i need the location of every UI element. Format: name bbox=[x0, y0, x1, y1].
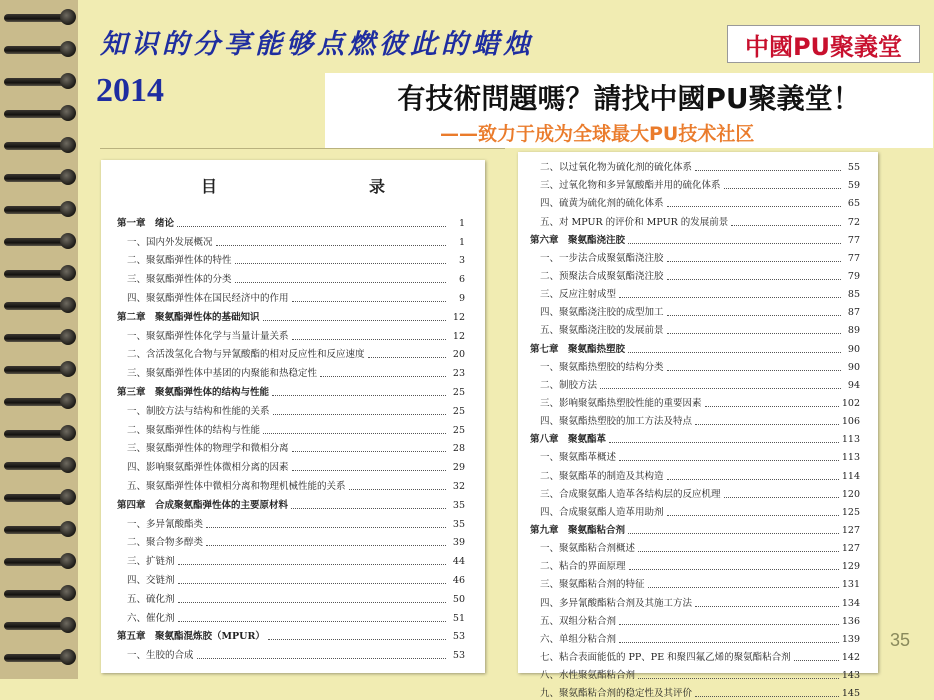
toc-page-number: 142 bbox=[841, 651, 860, 663]
toc-entry-label: 二、聚氨酯弹性体的结构与性能 bbox=[127, 424, 261, 436]
dot-leader bbox=[667, 332, 841, 334]
dot-leader bbox=[263, 319, 446, 321]
divider bbox=[100, 148, 505, 149]
toc-page-number: 127 bbox=[841, 524, 860, 536]
dot-leader bbox=[667, 260, 841, 262]
toc-section-entry bbox=[518, 464, 878, 482]
binding-ring-icon bbox=[4, 104, 82, 122]
dot-leader bbox=[628, 351, 841, 353]
dot-leader bbox=[235, 262, 446, 264]
toc-section-entry bbox=[101, 643, 485, 662]
dot-leader bbox=[648, 586, 839, 588]
banner-tagline: ——致力于成为全球最大PU技术社区 bbox=[440, 123, 755, 145]
toc-page-number: 120 bbox=[841, 488, 860, 500]
toc-page-number: 129 bbox=[841, 561, 860, 573]
toc-page-number: 72 bbox=[847, 216, 860, 228]
toc-section-entry bbox=[518, 210, 878, 228]
toc-page-number: 29 bbox=[452, 462, 465, 474]
binding-ring-icon bbox=[4, 296, 82, 314]
toc-entry-label: 第四章 合成聚氨酯弹性体的主要原材料 bbox=[117, 499, 289, 511]
binding-ring-icon bbox=[4, 328, 82, 346]
toc-section-entry bbox=[101, 549, 485, 568]
toc-section-entry bbox=[518, 682, 878, 700]
toc-page-number: 134 bbox=[841, 597, 860, 609]
toc-page-number: 35 bbox=[452, 518, 465, 530]
toc-chapter-entry bbox=[518, 229, 878, 247]
dot-leader bbox=[268, 638, 446, 640]
toc-entry-label: 三、聚氨酯弹性体中基团的内聚能和热稳定性 bbox=[127, 368, 318, 380]
dot-leader bbox=[619, 296, 841, 298]
toc-entry-label: 五、聚氨酯浇注胶的发展前景 bbox=[540, 325, 664, 337]
dot-leader bbox=[705, 405, 839, 407]
notebook-binding bbox=[0, 0, 78, 679]
toc-section-entry bbox=[101, 455, 485, 474]
toc-page-number: 90 bbox=[847, 343, 860, 355]
dot-leader bbox=[273, 413, 446, 415]
slogan-title: 知识的分享能够点燃彼此的蜡烛 bbox=[100, 29, 534, 60]
binding-ring-icon bbox=[4, 424, 82, 442]
toc-section-entry bbox=[518, 156, 878, 174]
toc-entry-label: 四、交链剂 bbox=[127, 574, 175, 586]
dot-leader bbox=[206, 544, 446, 546]
banner bbox=[325, 73, 933, 148]
toc-section-entry bbox=[101, 418, 485, 437]
toc-section-entry bbox=[101, 267, 485, 286]
toc-entry-label: 二、聚氨酯革的制造及其构造 bbox=[540, 470, 664, 482]
dot-leader bbox=[292, 469, 446, 471]
toc-chapter-entry bbox=[101, 211, 485, 230]
toc-entry-label: 一、国内外发展概况 bbox=[127, 236, 213, 248]
toc-entry-label: 四、聚氨酯热塑胶的加工方法及特点 bbox=[540, 416, 693, 428]
toc-section-entry bbox=[518, 537, 878, 555]
toc-section-entry bbox=[518, 646, 878, 664]
binding-ring-icon bbox=[4, 648, 82, 666]
toc-page-number: 12 bbox=[452, 311, 465, 323]
dot-leader bbox=[600, 387, 841, 389]
toc-entry-label: 第五章 聚氨酯混炼胶（MPUR） bbox=[117, 631, 265, 643]
toc-page-number: 59 bbox=[847, 180, 860, 192]
toc-section-entry bbox=[518, 410, 878, 428]
toc-page-number: 87 bbox=[847, 307, 860, 319]
dot-leader bbox=[206, 526, 446, 528]
binding-ring-icon bbox=[4, 552, 82, 570]
dot-leader bbox=[695, 423, 839, 425]
toc-page-number: 114 bbox=[841, 470, 860, 482]
toc-page-number: 25 bbox=[452, 386, 465, 398]
binding-ring-icon bbox=[4, 168, 82, 186]
toc-entry-label: 六、催化剂 bbox=[127, 612, 175, 624]
toc-section-entry bbox=[101, 399, 485, 418]
binding-ring-icon bbox=[4, 488, 82, 506]
toc-page-number: 85 bbox=[847, 289, 860, 301]
toc-section-entry bbox=[518, 628, 878, 646]
toc-page-number: 136 bbox=[841, 615, 860, 627]
toc-page-number: 51 bbox=[452, 612, 465, 624]
dot-leader bbox=[628, 532, 839, 534]
toc-entry-label: 一、聚氨酯弹性体化学与当量计量关系 bbox=[127, 330, 289, 342]
toc-section-entry bbox=[518, 283, 878, 301]
dot-leader bbox=[178, 620, 446, 622]
toc-page-number: 125 bbox=[841, 506, 860, 518]
dot-leader bbox=[177, 225, 446, 227]
toc-page-number: 65 bbox=[847, 198, 860, 210]
binding-ring-icon bbox=[4, 360, 82, 378]
toc-entry-label: 五、聚氨酯弹性体中微相分离和物理机械性能的关系 bbox=[127, 480, 346, 492]
toc-page-number: 106 bbox=[841, 416, 860, 428]
dot-leader bbox=[178, 582, 446, 584]
dot-leader bbox=[609, 441, 839, 443]
binding-ring-icon bbox=[4, 616, 82, 634]
toc-page-number: 143 bbox=[841, 670, 860, 682]
toc-entry-label: 一、多异氰酸酯类 bbox=[127, 518, 204, 530]
toc-entry-label: 二、聚合物多醇类 bbox=[127, 537, 204, 549]
toc-page-number: 1 bbox=[458, 236, 465, 248]
toc-section-entry bbox=[518, 555, 878, 573]
toc-entry-label: 四、多异氰酸酯粘合剂及其施工方法 bbox=[540, 597, 693, 609]
dot-leader bbox=[263, 432, 446, 434]
toc-page-right bbox=[518, 152, 878, 700]
toc-entry-label: 第三章 聚氨酯弹性体的结构与性能 bbox=[117, 386, 270, 398]
binding-ring-icon bbox=[4, 264, 82, 282]
binding-ring-icon bbox=[4, 232, 82, 250]
toc-entry-label: 二、含活泼氢化合物与异氰酸酯的相对反应性和反应速度 bbox=[127, 349, 365, 361]
toc-page-left bbox=[101, 160, 485, 673]
toc-entry-label: 四、影响聚氨酯弹性体微相分离的因素 bbox=[127, 462, 289, 474]
binding-ring-icon bbox=[4, 72, 82, 90]
toc-entry-label: 二、制胶方法 bbox=[540, 379, 598, 391]
dot-leader bbox=[667, 278, 841, 280]
dot-leader bbox=[724, 187, 841, 189]
toc-section-entry bbox=[518, 374, 878, 392]
toc-section-entry bbox=[518, 392, 878, 410]
dot-leader bbox=[291, 507, 446, 509]
slide-number: 35 bbox=[890, 630, 911, 650]
toc-entry-label: 三、聚氨酯弹性体的物理学和微相分离 bbox=[127, 443, 289, 455]
binding-ring-icon bbox=[4, 392, 82, 410]
toc-page-number: 50 bbox=[452, 593, 465, 605]
dot-leader bbox=[619, 623, 839, 625]
toc-section-entry bbox=[101, 286, 485, 305]
dot-leader bbox=[619, 459, 839, 461]
toc-section-entry bbox=[101, 230, 485, 249]
dot-leader bbox=[695, 605, 839, 607]
toc-entry-label: 三、影响聚氨酯热塑胶性能的重要因素 bbox=[540, 397, 702, 409]
dot-leader bbox=[667, 369, 841, 371]
toc-entry-label: 一、一步法合成聚氨酯浇注胶 bbox=[540, 252, 664, 264]
toc-page-number: 55 bbox=[847, 162, 860, 174]
toc-section-entry bbox=[518, 301, 878, 319]
toc-section-entry bbox=[518, 247, 878, 265]
dot-leader bbox=[216, 244, 446, 246]
toc-section-entry bbox=[101, 568, 485, 587]
toc-entry-label: 三、合成聚氨酯人造革各结构层的反应机理 bbox=[540, 488, 721, 500]
toc-page-number: 35 bbox=[452, 499, 465, 511]
toc-entry-label: 一、聚氨酯粘合剂概述 bbox=[540, 543, 636, 555]
toc-page-number: 90 bbox=[847, 361, 860, 373]
toc-section-entry bbox=[518, 591, 878, 609]
toc-section-entry bbox=[518, 501, 878, 519]
dot-leader bbox=[368, 356, 446, 358]
toc-chapter-entry bbox=[101, 625, 485, 644]
toc-page-number: 113 bbox=[841, 452, 860, 464]
toc-page-number: 39 bbox=[452, 537, 465, 549]
toc-section-entry bbox=[518, 356, 878, 374]
toc-entry-label: 三、聚氨酯粘合剂的特征 bbox=[540, 579, 645, 591]
binding-ring-icon bbox=[4, 456, 82, 474]
toc-page-number: 145 bbox=[841, 688, 860, 700]
brand-logo: 中國PU聚義堂 bbox=[727, 25, 920, 63]
dot-leader bbox=[731, 224, 841, 226]
binding-ring-icon bbox=[4, 8, 82, 26]
toc-section-entry bbox=[518, 319, 878, 337]
dot-leader bbox=[667, 514, 839, 516]
toc-page-number: 44 bbox=[452, 556, 465, 568]
dot-leader bbox=[292, 338, 446, 340]
toc-entry-label: 五、对 MPUR 的评价和 MPUR 的发展前景 bbox=[540, 216, 729, 228]
toc-entry-label: 四、聚氨酯浇注胶的成型加工 bbox=[540, 307, 664, 319]
toc-section-entry bbox=[101, 361, 485, 380]
dot-leader bbox=[320, 375, 446, 377]
toc-section-entry bbox=[101, 249, 485, 268]
dot-leader bbox=[695, 169, 841, 171]
toc-section-entry bbox=[518, 192, 878, 210]
toc-list-left bbox=[101, 211, 485, 662]
dot-leader bbox=[695, 695, 839, 697]
toc-section-entry bbox=[101, 324, 485, 343]
toc-entry-label: 一、聚氨酯革概述 bbox=[540, 452, 617, 464]
dot-leader bbox=[667, 478, 839, 480]
toc-entry-label: 二、粘合的界面原理 bbox=[540, 561, 626, 573]
dot-leader bbox=[638, 677, 839, 679]
toc-chapter-entry bbox=[518, 519, 878, 537]
toc-page-number: 32 bbox=[452, 480, 465, 492]
toc-page-number: 6 bbox=[458, 274, 465, 286]
toc-page-number: 94 bbox=[847, 379, 860, 391]
toc-page-number: 102 bbox=[841, 397, 860, 409]
toc-page-number: 3 bbox=[458, 255, 465, 267]
toc-entry-label: 二、以过氧化物为硫化剂的硫化体系 bbox=[540, 162, 693, 174]
toc-entry-label: 三、过氧化物和多异氰酸酯并用的硫化体系 bbox=[540, 180, 721, 192]
toc-entry-label: 一、制胶方法与结构和性能的关系 bbox=[127, 405, 270, 417]
dot-leader bbox=[629, 568, 839, 570]
binding-ring-icon bbox=[4, 200, 82, 218]
toc-page-number: 139 bbox=[841, 633, 860, 645]
dot-leader bbox=[667, 205, 841, 207]
toc-page-number: 1 bbox=[458, 217, 465, 229]
toc-title: 目 录 bbox=[200, 177, 425, 196]
toc-page-number: 77 bbox=[847, 234, 860, 246]
toc-entry-label: 九、聚氨酯粘合剂的稳定性及其评价 bbox=[540, 688, 693, 700]
toc-entry-label: 二、预聚法合成聚氨酯浇注胶 bbox=[540, 270, 664, 282]
toc-entry-label: 第一章 绪论 bbox=[117, 217, 175, 229]
toc-entry-label: 第六章 聚氨酯浇注胶 bbox=[530, 234, 626, 246]
dot-leader bbox=[178, 563, 446, 565]
toc-page-number: 77 bbox=[847, 252, 860, 264]
toc-section-entry bbox=[101, 343, 485, 362]
toc-entry-label: 六、单组分粘合剂 bbox=[540, 633, 617, 645]
toc-entry-label: 三、聚氨酯弹性体的分类 bbox=[127, 274, 232, 286]
toc-chapter-entry bbox=[101, 380, 485, 399]
toc-page-number: 127 bbox=[841, 543, 860, 555]
binding-ring-icon bbox=[4, 584, 82, 602]
toc-entry-label: 五、双组分粘合剂 bbox=[540, 615, 617, 627]
toc-page-number: 23 bbox=[452, 368, 465, 380]
toc-chapter-entry bbox=[518, 337, 878, 355]
toc-chapter-entry bbox=[101, 493, 485, 512]
banner-headline: 有技術問題嗎？請找中國PU聚義堂！ bbox=[397, 82, 861, 115]
dot-leader bbox=[272, 394, 446, 396]
toc-section-entry bbox=[101, 512, 485, 531]
toc-page-number: 53 bbox=[452, 650, 465, 662]
toc-entry-label: 第二章 聚氨酯弹性体的基础知识 bbox=[117, 311, 260, 323]
toc-section-entry bbox=[101, 606, 485, 625]
toc-page-number: 25 bbox=[452, 424, 465, 436]
toc-section-entry bbox=[518, 483, 878, 501]
toc-entry-label: 一、聚氨酯热塑胶的结构分类 bbox=[540, 361, 664, 373]
dot-leader bbox=[794, 659, 839, 661]
toc-section-entry bbox=[101, 587, 485, 606]
toc-section-entry bbox=[101, 531, 485, 550]
binding-ring-icon bbox=[4, 40, 82, 58]
toc-entry-label: 四、聚氨酯弹性体在国民经济中的作用 bbox=[127, 292, 289, 304]
toc-entry-label: 三、扩链剂 bbox=[127, 556, 175, 568]
toc-section-entry bbox=[101, 474, 485, 493]
toc-page-number: 9 bbox=[458, 292, 465, 304]
dot-leader bbox=[638, 550, 839, 552]
dot-leader bbox=[292, 300, 446, 302]
toc-entry-label: 二、聚氨酯弹性体的特性 bbox=[127, 255, 232, 267]
toc-page-number: 131 bbox=[841, 579, 860, 591]
dot-leader bbox=[619, 641, 839, 643]
binding-ring-icon bbox=[4, 520, 82, 538]
toc-entry-label: 四、合成聚氨酯人造革用助剂 bbox=[540, 506, 664, 518]
toc-entry-label: 一、生胶的合成 bbox=[127, 650, 194, 662]
toc-entry-label: 第八章 聚氨酯革 bbox=[530, 434, 607, 446]
toc-page-number: 113 bbox=[841, 434, 860, 446]
toc-entry-label: 五、硫化剂 bbox=[127, 593, 175, 605]
dot-leader bbox=[667, 314, 841, 316]
toc-entry-label: 八、水性聚氨酯粘合剂 bbox=[540, 670, 636, 682]
dot-leader bbox=[292, 450, 446, 452]
toc-entry-label: 第七章 聚氨酯热塑胶 bbox=[530, 343, 626, 355]
binding-ring-icon bbox=[4, 136, 82, 154]
toc-section-entry bbox=[101, 437, 485, 456]
toc-entry-label: 第九章 聚氨酯粘合剂 bbox=[530, 524, 626, 536]
toc-list-right bbox=[518, 156, 878, 700]
year-label: 2014 bbox=[96, 72, 164, 109]
toc-entry-label: 七、粘合表面能低的 PP、PE 和聚四氟乙烯的聚氨酯粘合剂 bbox=[540, 651, 791, 663]
toc-page-number: 46 bbox=[452, 574, 465, 586]
toc-page-number: 79 bbox=[847, 270, 860, 282]
toc-section-entry bbox=[518, 610, 878, 628]
toc-section-entry bbox=[518, 265, 878, 283]
toc-chapter-entry bbox=[518, 428, 878, 446]
toc-section-entry bbox=[518, 573, 878, 591]
toc-page-number: 28 bbox=[452, 443, 465, 455]
toc-entry-label: 三、反应注射成型 bbox=[540, 289, 617, 301]
toc-page-number: 12 bbox=[452, 330, 465, 342]
toc-chapter-entry bbox=[101, 305, 485, 324]
dot-leader bbox=[197, 657, 446, 659]
toc-entry-label: 四、硫黄为硫化剂的硫化体系 bbox=[540, 198, 664, 210]
dot-leader bbox=[724, 496, 839, 498]
toc-page-number: 20 bbox=[452, 349, 465, 361]
toc-page-number: 89 bbox=[847, 325, 860, 337]
dot-leader bbox=[349, 488, 446, 490]
toc-section-entry bbox=[518, 174, 878, 192]
toc-page-number: 53 bbox=[452, 631, 465, 643]
dot-leader bbox=[235, 281, 446, 283]
dot-leader bbox=[178, 601, 446, 603]
toc-section-entry bbox=[518, 664, 878, 682]
dot-leader bbox=[628, 242, 841, 244]
toc-page-number: 25 bbox=[452, 405, 465, 417]
toc-section-entry bbox=[518, 446, 878, 464]
